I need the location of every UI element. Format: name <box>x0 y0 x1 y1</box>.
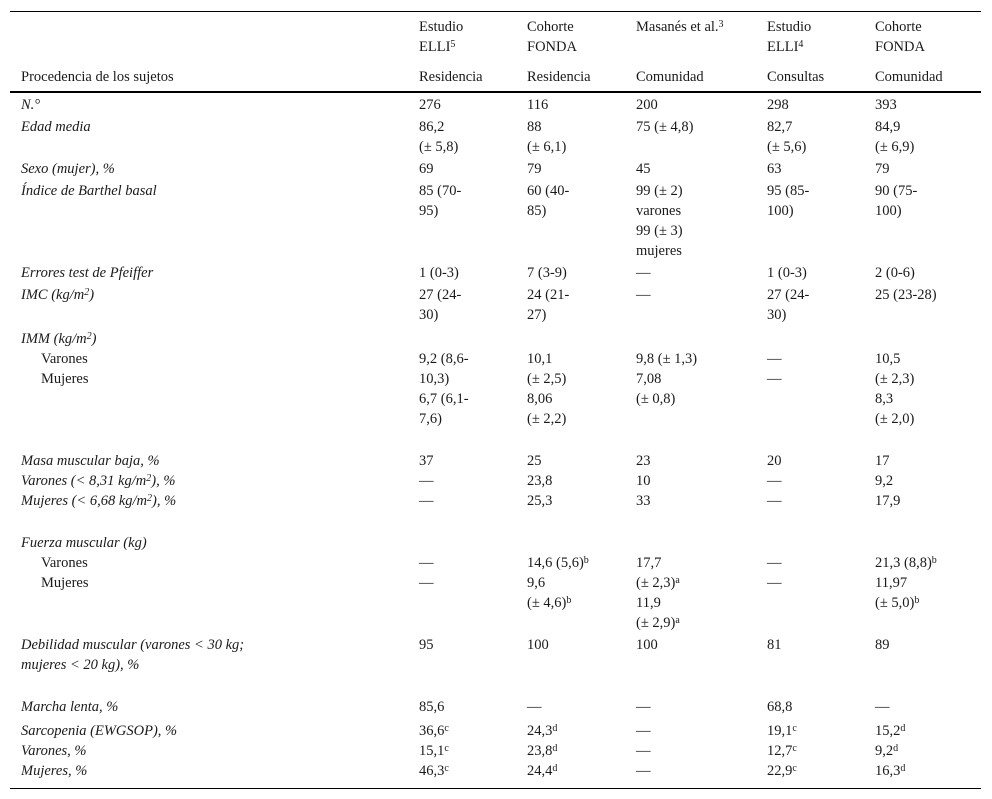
table-cell <box>636 451 651 471</box>
cell-line: 75 (± 4,8) <box>636 119 694 135</box>
table-cell <box>875 491 900 511</box>
cell-line: 1 (0-3) <box>767 265 807 281</box>
cell-line: 85,6 <box>419 699 445 715</box>
cell-line: 17,9 <box>875 493 901 509</box>
cell-line: 37 <box>419 453 434 469</box>
footnote-mark: b <box>583 555 589 566</box>
table-cell <box>527 553 589 573</box>
row-label <box>21 721 177 741</box>
cell-line: 10,1 <box>527 351 553 367</box>
table-cell <box>767 573 782 593</box>
table-cell <box>767 285 809 325</box>
column-title-line: ELLI$^5$ <box>419 39 456 55</box>
cell-line: 8,3 <box>875 391 894 407</box>
table-cell <box>419 471 434 491</box>
row-label <box>21 95 40 115</box>
table-cell <box>636 593 661 613</box>
table-cell <box>527 697 542 717</box>
unit-exponent: 2 <box>86 331 92 342</box>
table-cell <box>875 471 893 491</box>
table-cell <box>636 349 697 409</box>
table-cell <box>636 761 651 781</box>
procedencia-1: Residencia <box>419 69 483 85</box>
cell-line: 116 <box>527 97 549 113</box>
table-cell <box>636 285 651 305</box>
cell-line: 17 <box>875 453 890 469</box>
table-cell <box>419 553 434 573</box>
row-label <box>21 451 160 471</box>
table-cell <box>419 721 449 741</box>
cell-line: 12,7$^c$ <box>767 743 797 759</box>
table-cell <box>636 635 658 655</box>
cell-line: 23,8 <box>527 473 553 489</box>
cell-line: — <box>767 575 782 591</box>
table-cell <box>419 761 449 781</box>
cell-line: — <box>767 473 782 489</box>
table-cell <box>419 95 441 115</box>
row-label <box>21 181 157 201</box>
cell-line: — <box>767 555 782 571</box>
cell-line: 27 (24- <box>767 287 810 303</box>
cell-line: 23,8$^d$ <box>527 743 558 759</box>
cell-line: (± 5,8) <box>419 139 459 155</box>
table-cell <box>527 181 569 221</box>
cell-line: 16,3$^d$ <box>875 763 906 779</box>
cell-line: 84,9 <box>875 119 901 135</box>
cell-line: (± 4,6)$^b$ <box>527 595 572 611</box>
cell-line: 60 (40- <box>527 183 570 199</box>
cell-line: 82,7 <box>767 119 793 135</box>
table-cell <box>767 263 807 283</box>
table-cell <box>636 263 651 283</box>
row-label <box>21 471 175 491</box>
table-cell <box>875 593 919 613</box>
cell-line: 79 <box>527 161 542 177</box>
cell-line: 85 (70- <box>419 183 462 199</box>
row-label-line: Varones, % <box>21 743 87 759</box>
column-title-line: Estudio <box>419 19 464 35</box>
table-cell <box>875 697 890 717</box>
table-cell <box>636 613 680 633</box>
footnote-mark: c <box>444 743 449 754</box>
cell-line: 25,3 <box>527 493 553 509</box>
cell-line: 11,9 <box>636 595 661 611</box>
table-cell <box>527 761 557 781</box>
cell-line: 36,6$^c$ <box>419 723 449 739</box>
cell-line: 7 (3-9) <box>527 265 567 281</box>
procedencia-3: Comunidad <box>636 69 704 85</box>
row-label-line: Marcha lenta, % <box>21 699 119 715</box>
reference-mark: 4 <box>798 39 804 50</box>
cell-line: — <box>636 743 651 759</box>
cell-line: 24,3$^d$ <box>527 723 558 739</box>
table-cell <box>875 117 914 157</box>
unit-exponent: 2 <box>146 473 152 484</box>
cell-line: 9,8 (± 1,3) <box>636 351 698 367</box>
cell-line: 99 (± 2) <box>636 183 683 199</box>
cell-line: 10,5 <box>875 351 901 367</box>
table-cell <box>875 349 914 429</box>
footnote-mark: c <box>792 723 797 734</box>
cell-line: (± 2,2) <box>527 411 567 427</box>
row-label-line: mujeres < 20 kg), % <box>21 657 140 673</box>
table-cell <box>636 471 651 491</box>
table-cell <box>527 573 545 593</box>
row-label-line: Índice de Barthel basal <box>21 183 157 199</box>
unit-exponent: 2 <box>84 287 90 298</box>
cell-line: 9,2$^d$ <box>875 743 899 759</box>
cell-line: 2 (0-6) <box>875 265 915 281</box>
cell-line: — <box>419 575 434 591</box>
table-cell <box>875 761 905 781</box>
column-title-line: FONDA <box>875 39 925 55</box>
cell-line: 85) <box>527 203 547 219</box>
table-cell <box>767 95 789 115</box>
table-cell <box>527 721 557 741</box>
cell-line: (± 2,3)$^a$ <box>636 575 680 591</box>
cell-line: — <box>636 723 651 739</box>
cell-line: (± 6,1) <box>527 139 567 155</box>
cell-line: 89 <box>875 637 890 653</box>
cell-line: 68,8 <box>767 699 793 715</box>
reference-mark: 3 <box>718 19 724 30</box>
cell-line: — <box>527 699 542 715</box>
table-cell <box>419 635 434 655</box>
row-label-line: Varones <box>41 351 88 367</box>
row-label <box>41 553 88 573</box>
cell-line: (± 5,6) <box>767 139 807 155</box>
table-cell <box>875 285 937 305</box>
row-label-line: Mujeres, % <box>21 763 88 779</box>
table-cell <box>767 761 797 781</box>
row-label-line: IMC $(kg/m^2)$ <box>21 287 95 303</box>
column-header-4 <box>767 17 811 57</box>
table-cell <box>636 573 680 593</box>
cell-line: 24 (21- <box>527 287 570 303</box>
footnote-mark: b <box>566 595 572 606</box>
table-cell <box>636 117 694 137</box>
table-cell <box>419 741 449 761</box>
table-cell <box>767 471 782 491</box>
cell-line: 95 (85- <box>767 183 810 199</box>
cell-line: 276 <box>419 97 441 113</box>
cell-line: 100) <box>767 203 794 219</box>
cell-line: (± 5,0)$^b$ <box>875 595 920 611</box>
table-cell <box>636 159 651 179</box>
column-title-line: Cohorte <box>527 19 574 35</box>
table-cell <box>527 741 557 761</box>
top-rule <box>10 11 981 12</box>
cell-line: (± 0,8) <box>636 391 676 407</box>
row-label <box>21 329 96 349</box>
row-label-line: N.° <box>21 97 41 113</box>
cell-line: 19,1$^c$ <box>767 723 797 739</box>
cell-line: 11,97 <box>875 575 908 591</box>
column-title-line: ELLI$^4$ <box>767 39 804 55</box>
cell-line: 8,06 <box>527 391 553 407</box>
cell-line: (± 2,5) <box>527 371 567 387</box>
footnote-mark: d <box>552 723 558 734</box>
cell-line: 15,2$^d$ <box>875 723 906 739</box>
cell-line: mujeres <box>636 243 682 259</box>
table-cell <box>527 117 566 157</box>
row-label-line: Mujeres <box>41 575 89 591</box>
cell-line: 33 <box>636 493 651 509</box>
table-cell <box>875 451 890 471</box>
cell-line: — <box>875 699 890 715</box>
cell-line: 7,08 <box>636 371 662 387</box>
table-cell <box>875 721 905 741</box>
row-label-line: Sarcopenia (EWGSOP), % <box>21 723 178 739</box>
row-label-line: Masa muscular baja, % <box>21 453 160 469</box>
table-cell <box>767 349 782 369</box>
cell-line: 79 <box>875 161 890 177</box>
table-cell <box>767 697 792 717</box>
table-cell <box>767 721 797 741</box>
cell-line: varones <box>636 203 682 219</box>
footnote-mark: c <box>444 763 449 774</box>
table-cell <box>767 553 782 573</box>
row-label <box>21 533 147 553</box>
row-label-line: IMM $(kg/m^2)$ <box>21 331 97 347</box>
table-cell <box>527 95 548 115</box>
footnote-mark: d <box>900 723 906 734</box>
cell-line: 100 <box>636 637 658 653</box>
cell-line: — <box>419 555 434 571</box>
row-label-line: Debilidad muscular (varones < 30 kg; <box>21 637 245 653</box>
row-label <box>21 635 244 675</box>
cell-line: 30) <box>767 307 787 323</box>
cell-line: — <box>767 351 782 367</box>
table-cell <box>875 741 898 761</box>
cell-line: 81 <box>767 637 782 653</box>
row-label <box>21 761 87 781</box>
cell-line: (± 2,9)$^a$ <box>636 615 680 631</box>
table-cell <box>636 697 651 717</box>
row-label-header: Procedencia de los sujetos <box>21 69 174 85</box>
column-header-2 <box>527 17 577 57</box>
cell-line: — <box>636 287 651 303</box>
table-cell <box>527 349 566 429</box>
table-cell <box>419 117 458 157</box>
row-label-line: Mujeres (< 6,68 $kg/m^2$), % <box>21 493 177 509</box>
table-cell <box>636 721 651 741</box>
table-cell <box>636 741 651 761</box>
cell-line: — <box>419 493 434 509</box>
row-label <box>41 349 88 369</box>
cell-line: — <box>419 473 434 489</box>
table-cell <box>875 553 937 573</box>
cell-line: 10 <box>636 473 651 489</box>
table-cell <box>636 181 683 261</box>
cell-line: 63 <box>767 161 782 177</box>
table-cell <box>419 451 434 471</box>
table-cell <box>636 95 658 115</box>
table-cell <box>419 181 461 221</box>
table-cell <box>419 285 461 325</box>
cell-line: — <box>636 699 651 715</box>
cell-line: 22,9$^c$ <box>767 763 797 779</box>
table-cell <box>527 471 552 491</box>
row-label <box>21 697 118 717</box>
row-label <box>21 263 153 283</box>
footnote-mark: d <box>552 763 558 774</box>
table-cell <box>875 263 915 283</box>
row-label <box>41 369 89 389</box>
table-cell <box>527 593 571 613</box>
table-cell <box>419 263 459 283</box>
cell-line: 7,6) <box>419 411 442 427</box>
cell-line: 393 <box>875 97 897 113</box>
table-cell <box>419 697 444 717</box>
table-cell <box>875 635 890 655</box>
table-cell <box>767 181 809 221</box>
cell-line: 25 <box>527 453 542 469</box>
row-label-line: Varones (< 8,31 $kg/m^2$), % <box>21 473 176 489</box>
cell-line: (± 6,9) <box>875 139 915 155</box>
row-label <box>41 573 89 593</box>
row-label-line: Errores test de Pfeiffer <box>21 265 154 281</box>
cell-line: 25 (23-28) <box>875 287 937 303</box>
cell-line: 86,2 <box>419 119 445 135</box>
table-cell <box>527 285 569 325</box>
row-label <box>21 117 91 137</box>
row-label <box>21 159 115 179</box>
procedencia-4: Consultas <box>767 69 825 85</box>
cell-line: 6,7 (6,1- <box>419 391 469 407</box>
bottom-rule <box>10 788 981 789</box>
cell-line: 14,6 $(5,6)^b$ <box>527 555 589 571</box>
footnote-mark: c <box>444 723 449 734</box>
table-cell <box>419 491 434 511</box>
row-label <box>21 491 176 511</box>
cell-line: — <box>636 763 651 779</box>
column-title-line: Cohorte <box>875 19 922 35</box>
cell-line: 9,2 <box>875 473 894 489</box>
column-title-line: FONDA <box>527 39 577 55</box>
table-cell <box>527 635 549 655</box>
table-cell <box>636 491 651 511</box>
reference-mark: 5 <box>450 39 456 50</box>
cell-line: 90 (75- <box>875 183 918 199</box>
column-title-line: Masanés et al.$^3$ <box>636 19 724 35</box>
table-cell <box>875 95 897 115</box>
table-cell <box>767 369 782 389</box>
table-cell <box>419 573 434 593</box>
table-cell <box>875 573 907 593</box>
cell-line: 1 (0-3) <box>419 265 459 281</box>
row-label-line: Mujeres <box>41 371 89 387</box>
cell-line: (± 2,3) <box>875 371 915 387</box>
row-label-line: Edad media <box>21 119 91 135</box>
cell-line: 15,1$^c$ <box>419 743 449 759</box>
row-label-line: Varones <box>41 555 88 571</box>
table-cell <box>527 451 542 471</box>
cell-line: 69 <box>419 161 434 177</box>
cell-line: 30) <box>419 307 439 323</box>
cell-line: 27 (24- <box>419 287 462 303</box>
row-label <box>21 285 94 305</box>
cell-line: 46,3$^c$ <box>419 763 449 779</box>
cell-line: 100 <box>527 637 549 653</box>
table-cell <box>419 159 434 179</box>
footnote-mark: c <box>792 763 797 774</box>
column-header-3 <box>636 17 724 37</box>
table-cell <box>767 117 806 157</box>
table-cell <box>875 159 890 179</box>
cell-line: 9,2 (8,6- <box>419 351 469 367</box>
table-cell <box>636 553 661 573</box>
cell-line: 24,4$^d$ <box>527 763 558 779</box>
cell-line: 21,3 $(8,8)^b$ <box>875 555 937 571</box>
row-label <box>21 741 87 761</box>
cell-line: 95 <box>419 637 434 653</box>
column-header-1 <box>419 17 463 57</box>
footnote-mark: d <box>893 743 899 754</box>
column-title-line: Estudio <box>767 19 812 35</box>
cell-line: 298 <box>767 97 789 113</box>
cell-line: — <box>767 371 782 387</box>
cell-line: 100) <box>875 203 902 219</box>
table-cell <box>527 263 567 283</box>
cell-line: (± 2,0) <box>875 411 915 427</box>
footnote-mark: b <box>914 595 920 606</box>
header-rule <box>10 91 981 93</box>
table-cell <box>527 491 552 511</box>
table-cell <box>767 741 797 761</box>
cell-line: 17,7 <box>636 555 662 571</box>
footnote-mark: a <box>675 575 680 586</box>
footnote-mark: d <box>552 743 558 754</box>
cell-line: 9,6 <box>527 575 546 591</box>
cell-line: — <box>767 493 782 509</box>
footnote-mark: b <box>931 555 937 566</box>
footnote-mark: d <box>900 763 906 774</box>
table-cell <box>527 159 542 179</box>
cell-line: 88 <box>527 119 542 135</box>
column-header-5 <box>875 17 925 57</box>
table-cell <box>767 451 782 471</box>
cell-line: 27) <box>527 307 547 323</box>
table-cell <box>767 159 782 179</box>
cell-line: 20 <box>767 453 782 469</box>
cell-line: 10,3) <box>419 371 450 387</box>
table-cell <box>875 181 917 221</box>
table-cell <box>767 635 782 655</box>
cell-line: — <box>636 265 651 281</box>
cell-line: 200 <box>636 97 658 113</box>
unit-exponent: 2 <box>147 493 153 504</box>
row-label-line: Fuerza muscular (kg) <box>21 535 147 551</box>
table-cell <box>767 491 782 511</box>
footnote-mark: c <box>792 743 797 754</box>
cell-line: 99 (± 3) <box>636 223 683 239</box>
footnote-mark: a <box>675 615 680 626</box>
cell-line: 23 <box>636 453 651 469</box>
cell-line: 95) <box>419 203 439 219</box>
procedencia-5: Comunidad <box>875 69 943 85</box>
table-cell <box>419 349 469 429</box>
procedencia-2: Residencia <box>527 69 591 85</box>
row-label-line: Sexo (mujer), % <box>21 161 115 177</box>
cell-line: 45 <box>636 161 651 177</box>
